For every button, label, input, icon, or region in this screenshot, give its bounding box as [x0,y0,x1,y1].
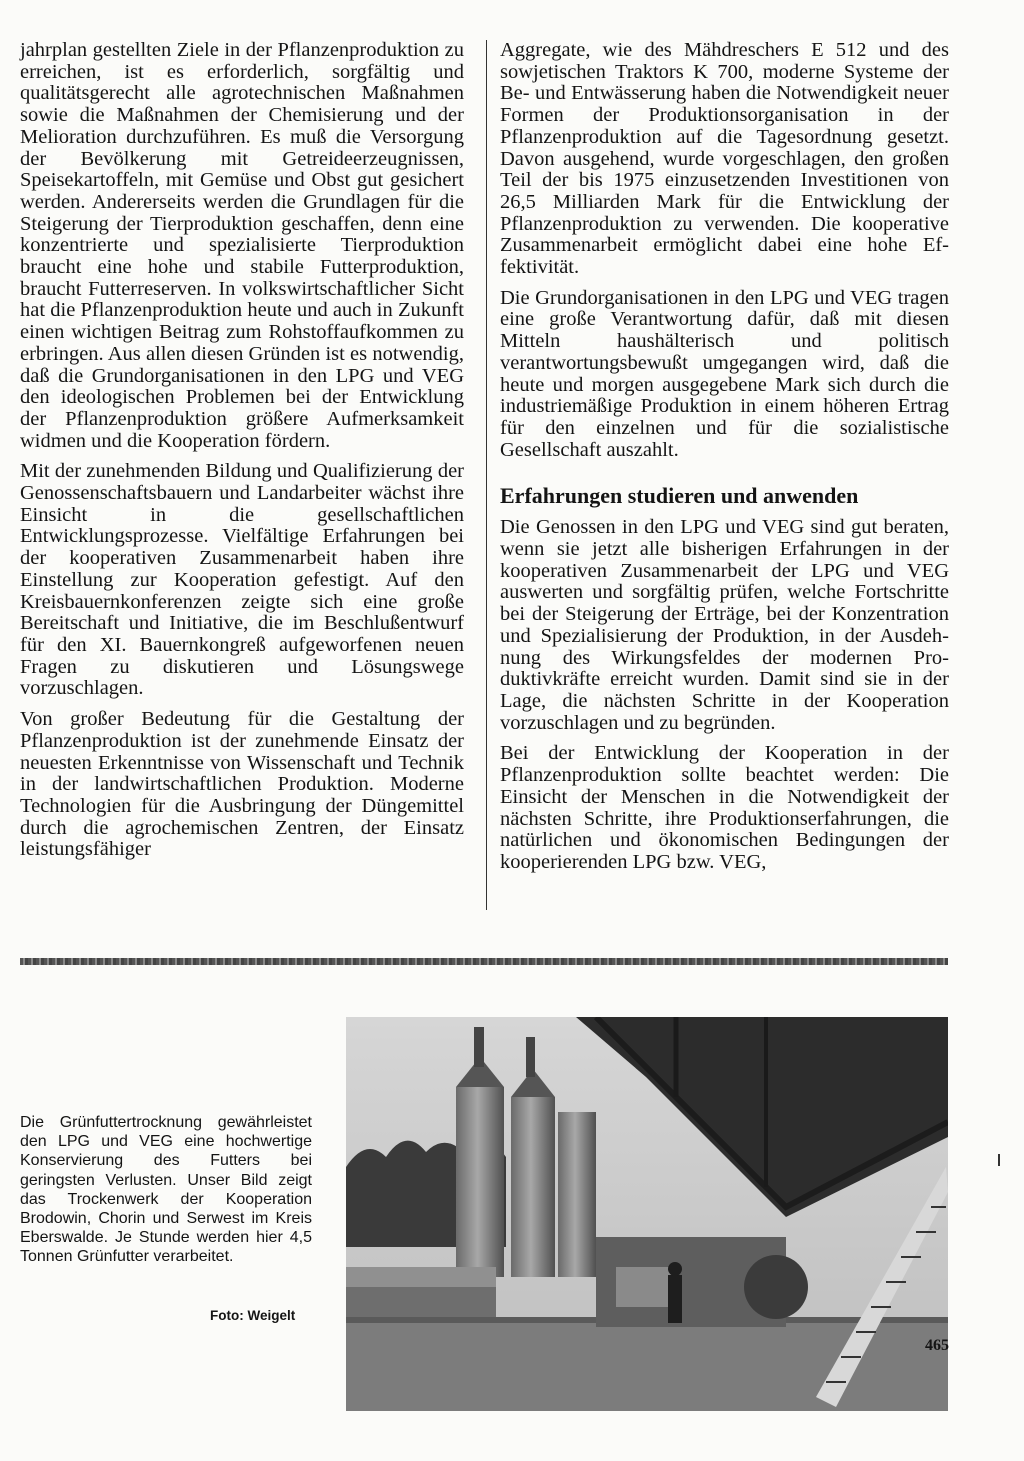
paragraph: Mit der zunehmenden Bildung und Qualifizierung der Genossenschaftsbauern und Landarbeiter wächst ihre Einsicht in die gesellschaftlichen Entwicklungsprozesse. Vielfältige Erfahrungen bei der kooperativen Zusammenarbeit haben ihre Einstellung zur Kooperation gefestigt. Auf den Kreisbauernkonferenzen zeigte sich eine große Bereitschaft und Initiative, die im Beschlußentwurf für den XI. Bauernkongreß aufgeworfenen neuen Fragen zu diskutieren und Lösungswege vorzuschlagen. [20,460,464,700]
photo-drying-plant [346,1017,948,1411]
page-number: 465 [925,1337,949,1354]
paragraph: Bei der Entwicklung der Kooperation in der Pflanzenproduktion sollte beachtet werden: Die Einsicht der Menschen in die Notwendigkeit der nächsten Schritte, ihre Produktionserfahrungen, die natürlichen und ökonomischen Bedingungen der kooperierenden LPG bzw. VEG, [500,742,949,873]
right-text-column [500,40,949,883]
margin-mark [998,1154,1000,1166]
paragraph: Von großer Bedeutung für die Gestaltung der Pflanzenproduktion ist der zunehmende Einsatz der neuesten Erkenntnisse von Wissenschaft und Technik in der landwirtschaftlichen Produktion. Moderne Technologien für die Ausbringung der Düngemittel durch die agrochemischen Zentren, der Einsatz leistungsfähiger [20,708,464,861]
photo-credit: Foto: Weigelt [210,1308,296,1323]
paragraph: Die Genossen in den LPG und VEG sind gut beraten, wenn sie jetzt alle bisherigen Erfahrungen in der kooperativen Zusammenarbeit der LPG und VEG auswerten und sorgfältig prüfen, welche Fortschritte bei der Steigerung der Erträge, bei der Konzentration und Spezialisierung der Produktion, in der Ausdehnung des Wirkungsfeldes der modernen Produktivkräfte erreicht wurden. Damit sind sie in der Lage, die nächsten Schritte in der Kooperation vorzuschlagen und zu begründen. [500,516,949,734]
column-divider [486,40,487,910]
paragraph: Aggregate, wie des Mähdreschers E 512 und des sowjetischen Traktors K 700, moderne Systeme der Be- und Entwässerung haben die Notwendigkeit neuer Formen der Produktionsorganisation in der Pflanzenproduktion auf die Tagesordnung gesetzt. Davon ausgehend, wurde vorgeschlagen, den großen Teil der bis 1975 einzusetzenden Investitionen von 26,5 Milliarden Mark für die Entwicklung der Pflanzenproduktion zu verwenden. Die kooperative Zusammenarbeit ermöglicht dabei eine hohe Effektivität. [500,39,949,279]
photo-caption: Die Grünfuttertrocknung gewährleistet den LPG und VEG eine hochwertige Konservierung des Futters bei geringsten Verlusten. Unser Bild zeigt das Trockenwerk der Kooperation Brodowin, Chorin und Serwest im Kreis Eberswalde. Je Stunde werden hier 4,5 Tonnen Grünfutter verarbeitet. [20,1114,312,1266]
left-text-column [20,40,464,870]
paragraph: jahrplan gestellten Ziele in der Pflanzenproduktion zu erreichen, ist es erforderlich, sorgfältig und qualitätsgerecht alle agrotechnischen Maßnahmen sowie die Maßnahmen der Chemisierung und der Melioration durchzuführen. Es muß die Versorgung der Bevölkerung mit Getreideerzeugnissen, Speisekartoffeln, mit Gemüse und Obst gut gesichert werden. Andererseits werden die Grundlagen für die Steigerung der Tierproduktion geschaffen, denn eine konzentrierte und spezialisierte Tierproduktion braucht eine hohe und stabile Futterproduktion, braucht Futterreserven. In volkswirtschaftlicher Sicht hat die Pflanzenproduktion heute und auch in Zukunft einen wichtigen Beitrag zum Rohstoffaufkommen zu erbringen. Aus allen diesen Gründen ist es notwendig, daß die Grundorganisationen in den LPG und VEG den ideologischen Problemen bei der Entwicklung der Pflanzenproduktion größere Aufmerksamkeit widmen und die Kooperation fördern. [20,39,464,452]
horizontal-rule [20,958,948,965]
section-heading: Erfahrungen studieren und anwenden [500,483,859,509]
paragraph: Die Grundorganisationen in den LPG und VEG tragen eine große Verantwortung dafür, daß mit diesen Mitteln haushälterisch und politisch verantwortungsbewußt umgegangen wird, daß die heute und morgen ausgegebene Mark sich durch die industriemäßige Produktion in einem höheren Ertrag für den einzelnen und für die sozialistische Gesellschaft auszahlt. [500,286,949,461]
